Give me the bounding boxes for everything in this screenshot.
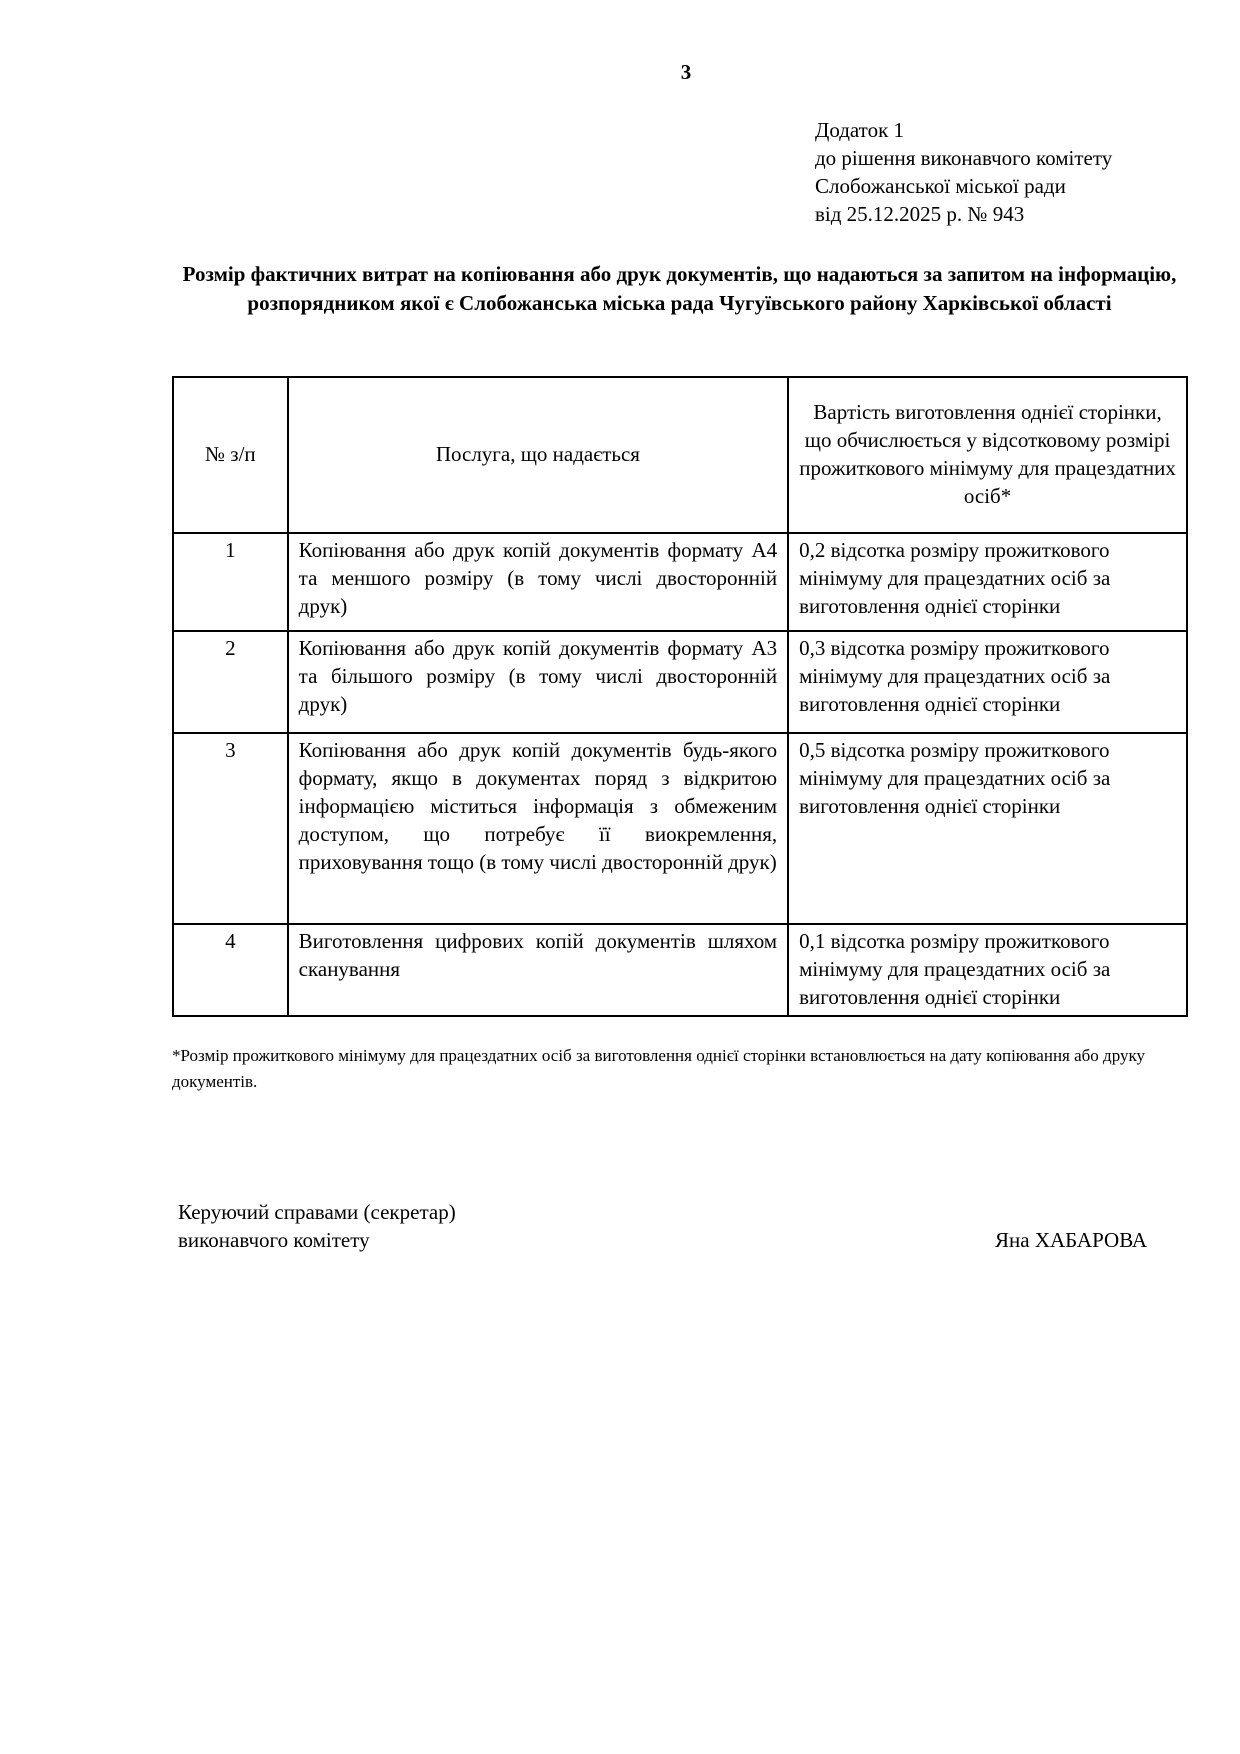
table-row	[173, 924, 1187, 1016]
annex-line-2: до рішення виконавчого комітету	[815, 146, 1113, 170]
row-num: 4	[173, 924, 288, 1016]
annex-line-4: від 25.12.2025 р. № 943	[815, 202, 1025, 226]
row-service: Копіювання або друк копій документів формату А3 та більшого розміру (в тому числі двосторонній друк)	[288, 631, 788, 733]
table-row	[173, 631, 1187, 733]
header-cost: Вартість виготовлення однієї сторінки, що обчислюється у відсотковому розмірі прожиткового мінімуму для працездатних осіб*	[788, 377, 1187, 533]
table-row	[173, 533, 1187, 631]
position-line-2: виконавчого комітету	[178, 1228, 370, 1252]
row-num: 2	[173, 631, 288, 733]
row-num: 3	[173, 733, 288, 924]
signatory-position	[178, 1198, 456, 1254]
signatory-name: Яна ХАБАРОВА	[995, 1228, 1148, 1252]
row-cost: 0,5 відсотка розміру прожиткового мінімуму для працездатних осіб за виготовлення однієї сторінки	[788, 733, 1187, 924]
row-service: Копіювання або друк копій документів формату А4 та меншого розміру (в тому числі двосторонній друк)	[288, 533, 788, 631]
document-title: Розмір фактичних витрат на копіювання або друк документів, що надаються за запитом на інформацію, розпорядником якої є Слобожанська міська рада Чугуївського району Харківської області	[182, 262, 1177, 315]
row-cost: 0,1 відсотка розміру прожиткового мінімуму для працездатних осіб за виготовлення однієї сторінки	[788, 924, 1187, 1016]
fees-table	[172, 376, 1188, 1017]
footnote: *Розмір прожиткового мінімуму для працездатних осіб за виготовлення однієї сторінки встановлюється на дату копіювання або друку документів.	[172, 1046, 1146, 1091]
row-service: Виготовлення цифрових копій документів шляхом сканування	[288, 924, 788, 1016]
row-service: Копіювання або друк копій документів будь-якого формату, якщо в документах поряд з відкритою інформацією міститься інформація з обмеженим доступом, що потребує її виокремлення, приховування тощо (в тому числі двосторонній друк)	[288, 733, 788, 924]
table-row	[173, 733, 1187, 924]
annex-header	[815, 116, 1112, 228]
page-number: 3	[680, 60, 692, 84]
position-line-1: Керуючий справами (секретар)	[178, 1200, 456, 1224]
row-cost: 0,3 відсотка розміру прожиткового мінімуму для працездатних осіб за виготовлення однієї сторінки	[788, 631, 1187, 733]
annex-line-1: Додаток 1	[815, 118, 905, 142]
header-num: № з/п	[173, 377, 288, 533]
header-service: Послуга, що надається	[288, 377, 788, 533]
annex-line-3: Слобожанської міської ради	[815, 174, 1066, 198]
row-num: 1	[173, 533, 288, 631]
table-header-row	[173, 377, 1187, 533]
row-cost: 0,2 відсотка розміру прожиткового мінімуму для працездатних осіб за виготовлення однієї сторінки	[788, 533, 1187, 631]
